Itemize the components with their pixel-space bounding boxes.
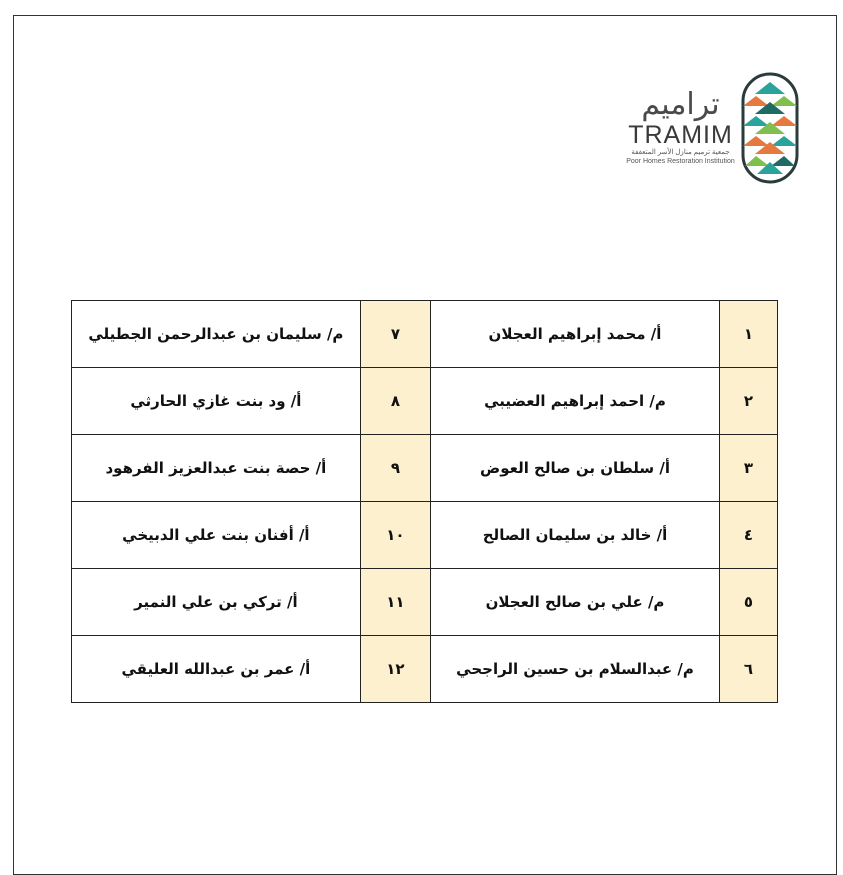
row-number-left: ١٢ [360, 636, 430, 703]
row-number-right: ٢ [719, 368, 777, 435]
name-right: أ/ محمد إبراهيم العجلان [431, 301, 720, 368]
table-row [72, 368, 778, 435]
name-left: أ/ أفنان بنت علي الدبيخي [72, 502, 361, 569]
table-row [72, 435, 778, 502]
tramim-logo-icon [741, 72, 799, 184]
logo-subtitle-arabic: جمعية ترميم منازل الأسر المتعففة [631, 149, 730, 156]
table-row [72, 636, 778, 703]
name-right: م/ عبدالسلام بن حسين الراجحي [431, 636, 720, 703]
name-left: م/ سليمان بن عبدالرحمن الجطيلي [72, 301, 361, 368]
logo-subtitle-english: Poor Homes Restoration Institution [626, 158, 735, 165]
name-right: م/ احمد إبراهيم العضيبي [431, 368, 720, 435]
row-number-right: ٤ [719, 502, 777, 569]
row-number-left: ١١ [360, 569, 430, 636]
row-number-right: ٦ [719, 636, 777, 703]
table-row [72, 569, 778, 636]
table-row [72, 502, 778, 569]
row-number-left: ٨ [360, 368, 430, 435]
row-number-left: ١٠ [360, 502, 430, 569]
row-number-left: ٧ [360, 301, 430, 368]
logo-arabic-name: ترامیم [641, 87, 720, 122]
row-number-right: ٥ [719, 569, 777, 636]
name-left: أ/ حصة بنت عبدالعزيز الفرهود [72, 435, 361, 502]
name-left: أ/ تركي بن علي النمير [72, 569, 361, 636]
name-left: أ/ عمر بن عبدالله العليقي [72, 636, 361, 703]
row-number-right: ١ [719, 301, 777, 368]
row-number-right: ٣ [719, 435, 777, 502]
name-right: م/ علي بن صالح العجلان [431, 569, 720, 636]
name-left: أ/ ود بنت غازي الحارثي [72, 368, 361, 435]
logo-english-name: TRAMIM [628, 121, 733, 149]
names-table [71, 300, 778, 703]
logo-text-block [623, 88, 738, 166]
row-number-left: ٩ [360, 435, 430, 502]
table-row [72, 301, 778, 368]
name-right: أ/ خالد بن سليمان الصالح [431, 502, 720, 569]
name-right: أ/ سلطان بن صالح العوض [431, 435, 720, 502]
